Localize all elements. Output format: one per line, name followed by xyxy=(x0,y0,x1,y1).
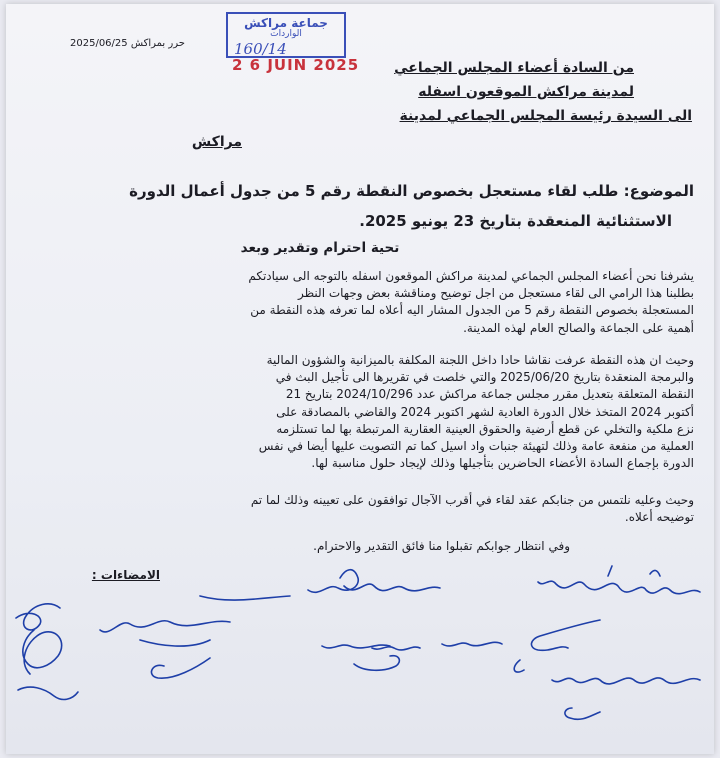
stamp-date: 2 6 JUIN 2025 xyxy=(232,56,360,74)
paragraph-line: نزع ملكية والتخلي عن قطع أرضية والحقوق العينية العقارية المرتبطة بها لما تستلزمه xyxy=(276,421,694,436)
paragraph-line: يشرفنا نحن أعضاء المجلس الجماعي لمدينة مراكش الموقعون اسفله بالتوجه الى سيادتكم xyxy=(248,269,694,283)
written-date: حرر بمراكش 2025/06/25 xyxy=(70,38,185,49)
from-line2: لمدينة مراكش الموقعون اسفله xyxy=(418,84,634,100)
paragraph-line: بطلبنا هذا الرامي الى لقاء مستعجل من اجل توضيح ومناقشة بعض وجهات النظر xyxy=(297,286,694,301)
paragraph-line: توضيحه أعلاه. xyxy=(624,510,694,525)
paragraph-line: وحيث ان هذه النقطة عرفت نقاشا حادا داخل اللجنة المكلفة بالميزانية والشؤون المالية xyxy=(266,353,694,367)
paragraph-line: العملية من منفعة عامة وذلك لتهيئة جنبات واد اسيل كما تم التصويت عليها أيضا في نفس xyxy=(258,439,694,454)
paragraph-line: أهمية على الجماعة والصالح العام لهذه المدينة. xyxy=(463,320,694,335)
paragraph-line: أكتوبر 2024 المتخذ خلال الدورة العادية لشهر اكتوبر 2024 والقاضي بالمصادقة على xyxy=(276,404,694,419)
subject-line2: الاستثنائية المنعقدة بتاريخ 23 يونيو 2025. xyxy=(359,212,672,230)
stamp-number: 160/14 xyxy=(234,40,287,58)
signatures-title: الامضاءات : xyxy=(91,568,160,582)
paragraph-line: النقطة المتعلقة بتعديل مقرر مجلس جماعة مراكش عدد 2024/10/296 بتاريخ 21 xyxy=(285,387,694,402)
to-line2: مراكش xyxy=(191,134,242,150)
greeting: تحية احترام وتقدير وبعد xyxy=(240,240,400,256)
paragraph-line: الدورة بإجماع السادة الأعضاء الحاضرين بتأجيلها وذلك لإيجاد حلول مناسبة لها. xyxy=(311,456,694,471)
paragraph-line: المستعجلة بخصوص النقطة رقم 5 من الجدول المشار اليه أعلاه لما تعرفه هذه النقطة من xyxy=(250,303,694,318)
subject-line1: الموضوع: طلب لقاء مستعجل بخصوص النقطة رقم 5 من جدول أعمال الدورة xyxy=(129,182,694,200)
closing-line: وفي انتظار جوابكم تقبلوا منا فائق التقدير والاحترام. xyxy=(313,539,570,553)
from-line1: من السادة أعضاء المجلس الجماعي xyxy=(394,60,634,76)
paragraph-3 xyxy=(54,492,694,526)
paragraph-2 xyxy=(54,352,694,472)
reception-stamp xyxy=(226,12,346,58)
stamp-line2: الواردات xyxy=(270,29,302,39)
paragraph-1 xyxy=(54,268,694,337)
paragraph-line: وحيث وعليه نلتمس من جنابكم عقد لقاء في أقرب الآجال توافقون على تعيينه وذلك لما تم xyxy=(250,493,694,507)
paragraph-line: والبرمجة المنعقدة بتاريخ 2025/06/20 والتي خلصت في تقريرها الى تأجيل البث في xyxy=(275,370,694,385)
stamp-line1: جماعة مراكش xyxy=(244,16,328,30)
to-line1: الى السيدة رئيسة المجلس الجماعي لمدينة xyxy=(399,108,692,124)
